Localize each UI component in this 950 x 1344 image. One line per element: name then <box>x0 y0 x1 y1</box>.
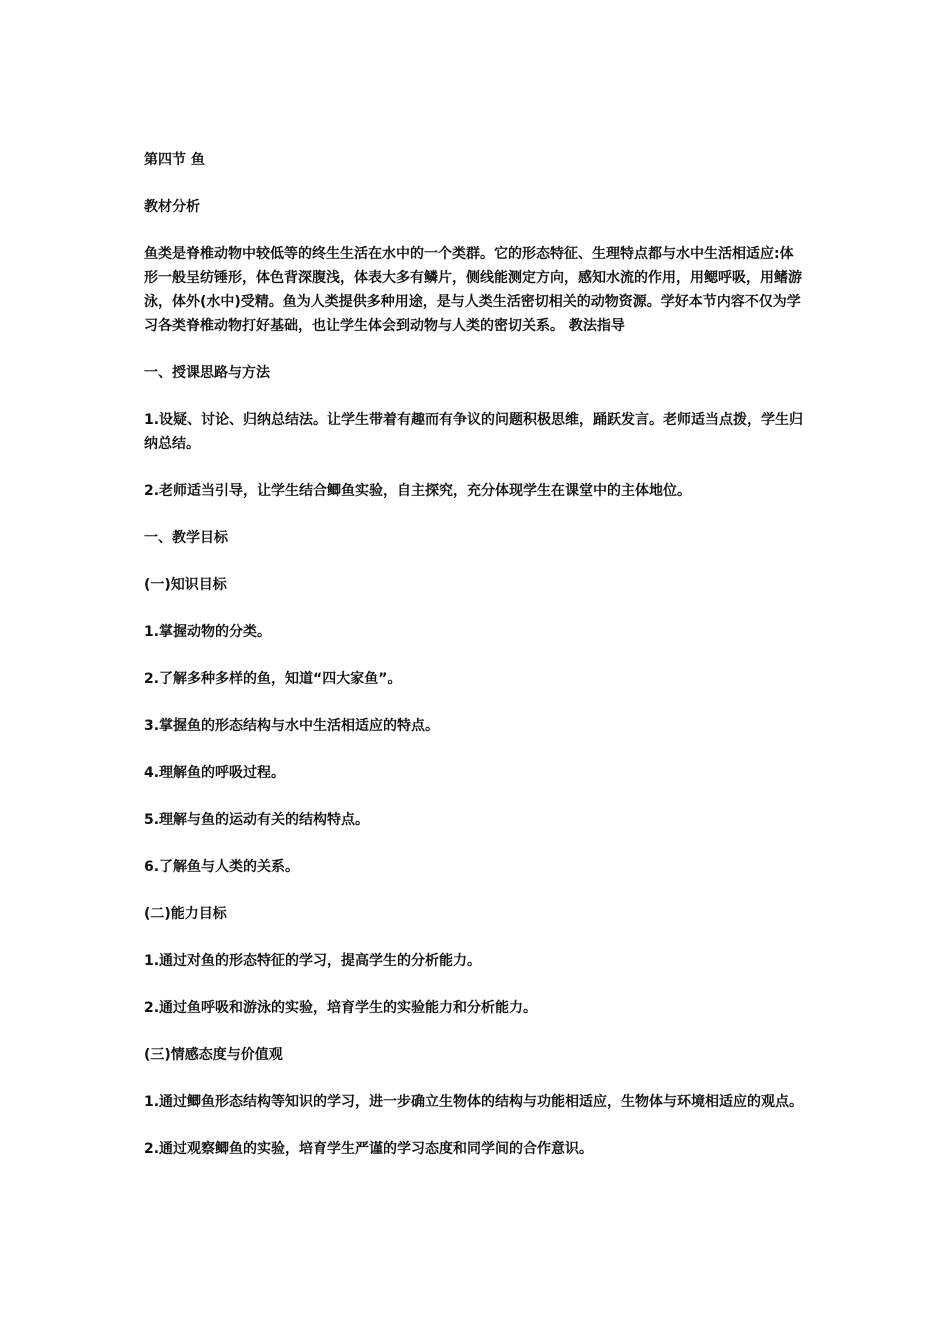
list-item-approach-2: 2.老师适当引导，让学生结合鲫鱼实验，自主探究，充分体现学生在课堂中的主体地位。 <box>144 483 692 499</box>
document-body <box>144 148 804 1184</box>
list-item-knowledge-4: 4.理解鱼的呼吸过程。 <box>144 765 286 781</box>
list-item-knowledge-5: 5.理解与鱼的运动有关的结构特点。 <box>144 812 370 828</box>
paragraph-textbook-analysis: 鱼类是脊椎动物中较低等的终生生活在水中的一个类群。它的形态特征、生理特点都与水中生活相适应:体形一般呈纺锤形，体色背深腹浅，体表大多有鳞片，侧线能测定方向，感知水流的作用，用鳃呼吸，用鳍游泳，体外(水中)受精。鱼为人类提供多种用途，是与人类生活密切相关的动物资源。学好本节内容不仅为学习各类脊椎动物打好基础，也让学生体会到动物与人类的密切关系。 教法指导 <box>144 246 802 334</box>
section-title: 第四节 鱼 <box>144 152 205 168</box>
list-item-approach-1: 1.设疑、讨论、归纳总结法。让学生带着有趣而有争议的问题积极思维，踊跃发言。老师适当点拨，学生归纳总结。 <box>144 412 804 452</box>
subheading-knowledge-goals: (一)知识目标 <box>144 577 227 593</box>
list-item-knowledge-3: 3.掌握鱼的形态结构与水中生活相适应的特点。 <box>144 718 440 734</box>
list-item-knowledge-6: 6.了解鱼与人类的关系。 <box>144 859 300 875</box>
list-item-values-2: 2.通过观察鲫鱼的实验，培育学生严谨的学习态度和同学间的合作意识。 <box>144 1141 594 1157</box>
list-item-ability-2: 2.通过鱼呼吸和游泳的实验，培育学生的实验能力和分析能力。 <box>144 1000 538 1016</box>
list-item-ability-1: 1.通过对鱼的形态特征的学习，提高学生的分析能力。 <box>144 953 482 969</box>
heading-teaching-goals: 一、教学目标 <box>144 530 228 546</box>
list-item-knowledge-1: 1.掌握动物的分类。 <box>144 624 272 640</box>
heading-teaching-approach: 一、授课思路与方法 <box>144 365 270 381</box>
list-item-values-1: 1.通过鲫鱼形态结构等知识的学习，进一步确立生物体的结构与功能相适应，生物体与环境相适应的观点。 <box>144 1094 804 1110</box>
subheading-ability-goals: (二)能力目标 <box>144 906 227 922</box>
subheading-values-goals: (三)情感态度与价值观 <box>144 1047 283 1063</box>
list-item-knowledge-2: 2.了解多种多样的鱼，知道“四大家鱼”。 <box>144 671 402 687</box>
heading-textbook-analysis: 教材分析 <box>144 199 200 215</box>
